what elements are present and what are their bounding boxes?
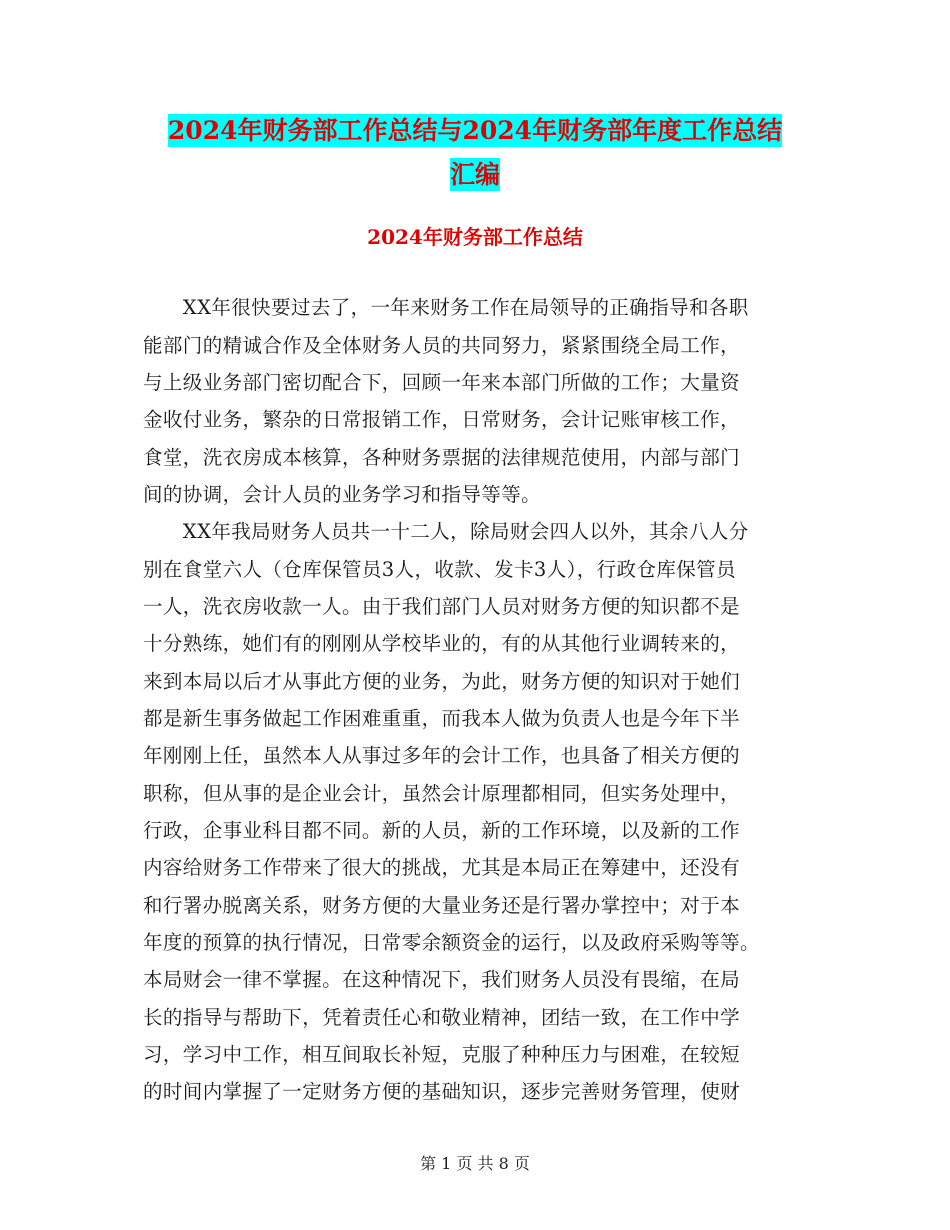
body-line: 十分熟练，她们有的刚刚从学校毕业的，有的从其他行业调转来的， (143, 632, 741, 655)
body-line: XX年我局财务人员共一十二人，除局财会四人以外，其余八人分 (143, 520, 749, 543)
page-number-footer: 第 1 页 共 8 页 (420, 1154, 530, 1173)
body-line: 间的协调，会计人员的业务学习和指导等等。 (143, 483, 542, 506)
body-line: 食堂，洗衣房成本核算，各种财务票据的法律规范使用，内部与部门 (143, 446, 741, 469)
body-line: 金收付业务，繁杂的日常报销工作，日常财务，会计记账审核工作， (143, 408, 741, 431)
document-title-text-1: 2024年财务部工作总结与2024年财务部年度工作总结 (167, 116, 783, 145)
body-line: XX年很快要过去了，一年来财务工作在局领导的正确指导和各职 (143, 296, 749, 319)
body-line: 年刚刚上任，虽然本人从事过多年的会计工作，也具备了相关方便的 (143, 744, 741, 767)
body-line: 习，学习中工作，相互间取长补短，克服了种种压力与困难，在较短 (143, 1043, 741, 1066)
document-title-text-2: 汇编 (449, 160, 500, 189)
body-line: 职称，但从事的是企业会计，虽然会计原理都相同，但实务处理中， (143, 782, 741, 805)
body-line: 年度的预算的执行情况，日常零余额资金的运行，以及政府采购等等。 (143, 931, 760, 954)
body-line: 与上级业务部门密切配合下，回顾一年来本部门所做的工作；大量资 (143, 371, 741, 394)
body-line: 内容给财务工作带来了很大的挑战，尤其是本局正在筹建中，还没有 (143, 856, 741, 879)
document-title-line-2 (0, 152, 950, 197)
body-line: 长的指导与帮助下，凭着责任心和敬业精神，团结一致，在工作中学 (143, 1006, 741, 1029)
body-line: 的时间内掌握了一定财务方便的基础知识，逐步完善财务管理，使财 (143, 1080, 741, 1103)
body-line: 别在食堂六人（仓库保管员3人，收款、发卡3人），行政仓库保管员 (143, 558, 736, 581)
body-line: 行政，企事业科目都不同。新的人员，新的工作环境，以及新的工作 (143, 819, 741, 842)
body-line: 和行署办脱离关系，财务方便的大量业务还是行署办掌控中；对于本 (143, 894, 741, 917)
body-line: 来到本局以后才从事此方便的业务，为此，财务方便的知识对于她们 (143, 670, 741, 693)
body-line: 一人，洗衣房收款一人。由于我们部门人员对财务方便的知识都不是 (143, 595, 741, 618)
body-line: 都是新生事务做起工作困难重重，而我本人做为负责人也是今年下半 (143, 707, 741, 730)
section-title: 2024年财务部工作总结 (367, 225, 583, 249)
body-line: 能部门的精诚合作及全体财务人员的共同努力，紧紧围绕全局工作， (143, 334, 741, 357)
body-line: 本局财会一律不掌握。在这种情况下，我们财务人员没有畏缩，在局 (143, 968, 741, 991)
document-title-line-1 (0, 108, 950, 153)
